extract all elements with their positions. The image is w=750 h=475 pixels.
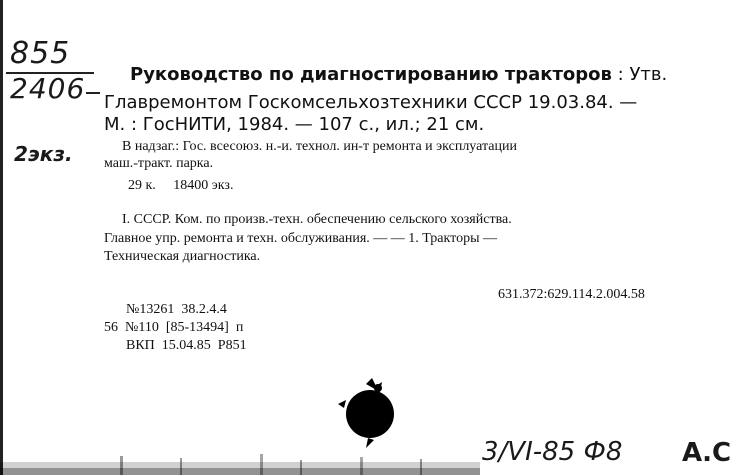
subject-line-1: I. СССР. Ком. по произв.-техн. обеспечению сельского хозяйства. xyxy=(122,212,512,227)
handwritten-copies: 2экз. xyxy=(14,142,73,166)
scan-noise xyxy=(0,448,750,475)
card-edge xyxy=(0,0,3,475)
handwritten-number-bottom: 2406 xyxy=(10,72,86,105)
dash-mark xyxy=(86,92,100,94)
subject-line-2: Главное упр. ремонта и техн. обслуживания. — — 1. Тракторы — xyxy=(104,231,497,246)
handwritten-date: 3/VI-85 Ф8 xyxy=(482,437,623,467)
note-line-2: маш.-тракт. парка. xyxy=(104,156,214,171)
title-bold: Руководство по диагностированию тракторов xyxy=(130,64,612,85)
ink-blot xyxy=(338,378,400,448)
title-line1-rest: : Утв. xyxy=(611,64,668,85)
price-line: 29 к. 18400 экз. xyxy=(128,178,234,193)
title-line-2: Главремонтом Госкомсельхозтехники СССР 19.03.84. — xyxy=(104,92,638,113)
handwritten-number-top: 855 xyxy=(10,36,71,71)
title-line-1 xyxy=(130,64,667,85)
handwritten-initials: А.С xyxy=(682,438,732,468)
registry-line-2: 56 №110 [85-13494] п xyxy=(104,320,244,335)
subject-line-3: Техническая диагностика. xyxy=(104,249,261,264)
udc-code: 631.372:629.114.2.004.58 xyxy=(498,287,645,302)
note-line-1: В надзаг.: Гос. всесоюз. н.-и. технол. ин-т ремонта и эксплуатации xyxy=(122,139,517,154)
registry-line-1: №13261 38.2.4.4 xyxy=(126,302,227,317)
registry-line-3: ВКП 15.04.85 Р851 xyxy=(126,338,247,353)
title-line-3: М. : ГосНИТИ, 1984. — 107 с., ил.; 21 см. xyxy=(104,114,485,135)
